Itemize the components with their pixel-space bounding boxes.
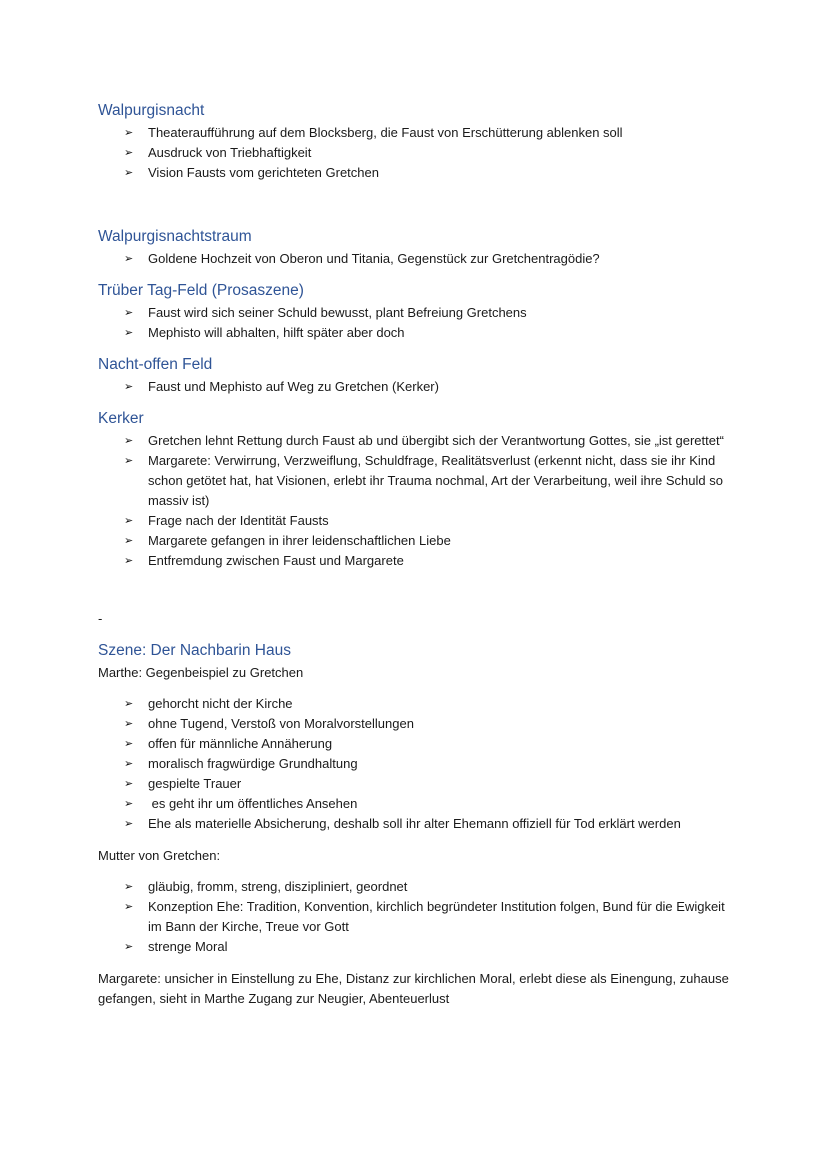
list-item xyxy=(98,794,738,814)
section-heading: Szene: Der Nachbarin Haus xyxy=(98,642,291,659)
list-item-text: Konzeption Ehe: Tradition, Konvention, kirchlich begründeter Institution folgen, Bund für die Ewigkeit im Bann der Kirche, Treue vor Gott xyxy=(148,899,725,934)
section-trueber-tag xyxy=(98,281,738,343)
arrow-bullet-icon: ➢ xyxy=(124,718,134,730)
section-heading: Trüber Tag-Feld (Prosaszene) xyxy=(98,282,304,299)
section-heading: Kerker xyxy=(98,410,144,427)
arrow-bullet-icon: ➢ xyxy=(124,535,134,547)
arrow-bullet-icon: ➢ xyxy=(124,327,134,339)
section-kerker xyxy=(98,409,738,571)
list-item xyxy=(98,249,738,269)
list-item xyxy=(98,143,738,163)
list-item-text: moralisch fragwürdige Grundhaltung xyxy=(148,756,358,771)
list-item xyxy=(98,431,738,451)
list-item-text: es geht ihr um öffentliches Ansehen xyxy=(148,796,358,811)
list-item-text: Mephisto will abhalten, hilft später aber doch xyxy=(148,325,405,340)
list-item-text: Ehe als materielle Absicherung, deshalb soll ihr alter Ehemann offiziell für Tod erklärt werden xyxy=(148,816,681,831)
arrow-bullet-icon: ➢ xyxy=(124,798,134,810)
list-item-text: strenge Moral xyxy=(148,939,228,954)
list-item-text: Entfremdung zwischen Faust und Margarete xyxy=(148,553,404,568)
list-item-text: gehorcht nicht der Kirche xyxy=(148,696,293,711)
section-heading: Nacht-offen Feld xyxy=(98,356,213,373)
bullet-list xyxy=(98,377,738,397)
arrow-bullet-icon: ➢ xyxy=(124,941,134,953)
arrow-bullet-icon: ➢ xyxy=(124,381,134,393)
list-item xyxy=(98,451,738,511)
list-item-text: Goldene Hochzeit von Oberon und Titania, Gegenstück zur Gretchentragödie? xyxy=(148,251,600,266)
bullet-list xyxy=(98,123,738,183)
list-item-text: Margarete gefangen in ihrer leidenschaftlichen Liebe xyxy=(148,533,451,548)
section-heading: Walpurgisnachtstraum xyxy=(98,228,252,245)
list-item-text: gespielte Trauer xyxy=(148,776,242,791)
bullet-list xyxy=(98,431,738,571)
list-item-text: gläubig, fromm, streng, diszipliniert, geordnet xyxy=(148,879,408,894)
separator-dash: - xyxy=(98,611,103,626)
mutter-intro: Mutter von Gretchen: xyxy=(98,848,221,863)
arrow-bullet-icon: ➢ xyxy=(124,901,134,913)
arrow-bullet-icon: ➢ xyxy=(124,253,134,265)
arrow-bullet-icon: ➢ xyxy=(124,738,134,750)
list-item-text: Margarete: Verwirrung, Verzweiflung, Schuldfrage, Realitätsverlust (erkennt nicht, dass sie ihr Kind schon getötet hat, hat Visionen, erlebt ihr Trauma nochmal, Art der Verarbeitung, weil ihre Schuld so massiv ist) xyxy=(148,453,723,508)
list-item xyxy=(98,897,738,937)
mutter-bullet-list xyxy=(98,877,738,957)
list-item xyxy=(98,377,738,397)
section-nachbarin-haus xyxy=(98,641,738,1009)
arrow-bullet-icon: ➢ xyxy=(124,435,134,447)
list-item xyxy=(98,511,738,531)
list-item xyxy=(98,163,738,183)
list-item xyxy=(98,551,738,571)
marthe-bullet-list xyxy=(98,694,738,834)
arrow-bullet-icon: ➢ xyxy=(124,515,134,527)
arrow-bullet-icon: ➢ xyxy=(124,881,134,893)
list-item-text: Theateraufführung auf dem Blocksberg, die Faust von Erschütterung ablenken soll xyxy=(148,125,623,140)
arrow-bullet-icon: ➢ xyxy=(124,127,134,139)
arrow-bullet-icon: ➢ xyxy=(124,307,134,319)
arrow-bullet-icon: ➢ xyxy=(124,147,134,159)
bullet-list xyxy=(98,249,738,269)
marthe-intro: Marthe: Gegenbeispiel zu Gretchen xyxy=(98,665,304,680)
arrow-bullet-icon: ➢ xyxy=(124,818,134,830)
list-item xyxy=(98,774,738,794)
list-item xyxy=(98,754,738,774)
list-item-text: Gretchen lehnt Rettung durch Faust ab und übergibt sich der Verantwortung Gottes, sie „ist gerettet“ xyxy=(148,433,724,448)
section-heading: Walpurgisnacht xyxy=(98,102,205,119)
list-item xyxy=(98,714,738,734)
list-item xyxy=(98,734,738,754)
list-item xyxy=(98,694,738,714)
document-content xyxy=(98,98,738,1009)
margarete-paragraph: Margarete: unsicher in Einstellung zu Ehe, Distanz zur kirchlichen Moral, erlebt diese als Einengung, zuhause gefangen, sieht in Marthe Zugang zur Neugier, Abenteuerlust xyxy=(98,971,729,1006)
list-item xyxy=(98,937,738,957)
list-item-text: Faust wird sich seiner Schuld bewusst, plant Befreiung Gretchens xyxy=(148,305,527,320)
list-item xyxy=(98,814,738,834)
list-item-text: Ausdruck von Triebhaftigkeit xyxy=(148,145,312,160)
arrow-bullet-icon: ➢ xyxy=(124,167,134,179)
list-item xyxy=(98,323,738,343)
list-item xyxy=(98,303,738,323)
list-item-text: offen für männliche Annäherung xyxy=(148,736,333,751)
list-item-text: ohne Tugend, Verstoß von Moralvorstellungen xyxy=(148,716,414,731)
arrow-bullet-icon: ➢ xyxy=(124,555,134,567)
list-item-text: Frage nach der Identität Fausts xyxy=(148,513,329,528)
list-item-text: Vision Fausts vom gerichteten Gretchen xyxy=(148,165,379,180)
list-item xyxy=(98,123,738,143)
bullet-list xyxy=(98,303,738,343)
arrow-bullet-icon: ➢ xyxy=(124,758,134,770)
section-nacht xyxy=(98,355,738,397)
list-item xyxy=(98,531,738,551)
arrow-bullet-icon: ➢ xyxy=(124,778,134,790)
list-item xyxy=(98,877,738,897)
section-walpurgisnacht xyxy=(98,101,738,183)
list-item-text: Faust und Mephisto auf Weg zu Gretchen (Kerker) xyxy=(148,379,439,394)
section-walpurgisnachtstraum xyxy=(98,227,738,269)
arrow-bullet-icon: ➢ xyxy=(124,455,134,467)
arrow-bullet-icon: ➢ xyxy=(124,698,134,710)
